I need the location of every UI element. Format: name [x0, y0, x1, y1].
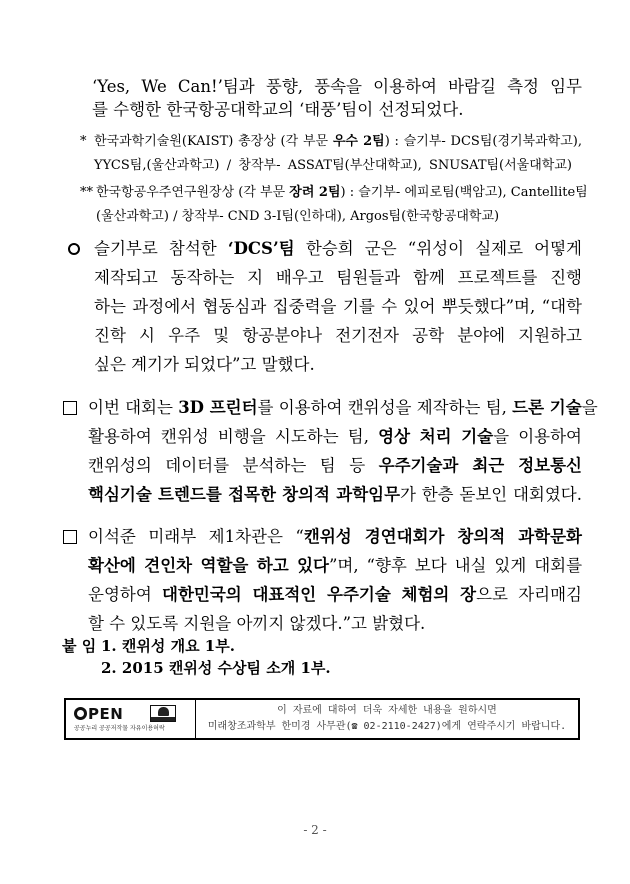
text-run: 한국항공우주연구원장상 (각 부문: [96, 185, 290, 200]
quote-line: [94, 354, 330, 376]
paragraph-line: [88, 555, 582, 577]
open-o-icon: [74, 707, 87, 720]
badge-person-icon: [158, 707, 169, 716]
text-run: 를 이용하여 캔위성을 제작하는 팀,: [257, 398, 513, 417]
quote-line: [94, 296, 582, 318]
circle-bullet-icon: [68, 243, 80, 255]
bold-run: 장려 2팀: [289, 185, 341, 200]
text-run: 으로 자리매김: [476, 585, 582, 604]
quote-line: [94, 238, 582, 260]
text-run: 한승희 군은 “위성이 실제로 어떻게: [294, 239, 582, 258]
text-run: 제작되고 동작하는 지 배우고 팀원들과 함께 프로젝트를 진행: [94, 268, 582, 287]
intro-line: [92, 99, 500, 121]
attachment-item: 2. 2015 캔위성 수상팀 소개 1부.: [101, 659, 331, 677]
paragraph-line: [88, 526, 582, 548]
bold-run: 3D 프린터: [178, 398, 258, 417]
kogl-logo: [66, 700, 196, 738]
bold-run: ‘DCS’팀: [227, 239, 295, 258]
text-run: 활용하여 캔위성 비행을 시도하는 팀,: [88, 427, 379, 446]
bold-run: 캔위성 경연대회가 창의적 과학문화: [303, 527, 582, 546]
attachment-item: 1. 캔위성 개요 1부.: [101, 637, 235, 655]
text-run: 을: [581, 398, 598, 417]
text-run: 가 한층 돋보인 대회였다.: [400, 485, 582, 504]
text-run: ) : 슬기부- 에피로팀(백암고), Cantellite팀: [340, 185, 588, 200]
square-bullet-icon: [63, 401, 77, 415]
note-line: [94, 157, 572, 175]
text-run: ) : 슬기부- DCS팀(경기북과학고),: [384, 134, 582, 149]
contact-info-box: [64, 698, 580, 740]
contact-line-1: 이 자료에 대하여 더욱 자세한 내용을 원하시면: [277, 705, 497, 716]
badge-bar: [151, 717, 175, 721]
intro-line: [92, 76, 582, 98]
text-run: 를 수행한 한국항공대학교의 ‘태풍’팀이 선정되었다.: [92, 100, 464, 119]
attachment-label: 붙 임: [62, 637, 97, 655]
bold-run: 우수 2팀: [332, 134, 385, 149]
open-logo-text: [74, 705, 123, 723]
bold-run: 대한민국의 대표적인 우주기술 체험의 장: [162, 585, 477, 604]
text-run: 캔위성의 데이터를 분석하는 팀 등: [88, 456, 379, 475]
text-run: 한국과학기술원(KAIST) 총장상 (각 부문: [94, 134, 333, 149]
license-badge-icon: [150, 705, 176, 722]
bold-run: 핵심기술 트렌드를 접목한 창의적 과학임무: [88, 485, 401, 504]
text-run: ‘Yes, We Can!’팀과 풍향, 풍속을 이용하여 바람길 측정 임무: [92, 77, 582, 96]
text-run: 할 수 있도록 지원을 아끼지 않겠다.”고 밝혔다.: [88, 614, 426, 633]
paragraph-line: [88, 484, 582, 506]
text-run: 을 이용하여: [493, 427, 582, 446]
paragraph-line: [88, 613, 448, 635]
bold-run: 드론 기술: [512, 398, 582, 417]
note-marker: **: [80, 185, 93, 200]
paragraph-line: [88, 426, 582, 448]
text-run: 진학 시 우주 및 항공분야나 전기전자 공학 분야에 지원하고: [94, 326, 582, 345]
bold-run: 확산에 견인차 역할을 하고 있다: [88, 556, 329, 575]
bold-run: 영상 처리 기술: [378, 427, 494, 446]
text-run: 이석준 미래부 제1차관은 “: [88, 527, 304, 546]
text-run: 이번 대회는: [88, 398, 179, 417]
text-run: 싶은 계기가 되었다”고 말했다.: [94, 355, 315, 374]
note-line: [94, 133, 582, 151]
quote-line: [94, 325, 582, 347]
paragraph-line: [88, 397, 598, 419]
note-marker: *: [80, 134, 87, 149]
open-logo-letters: PEN: [88, 705, 124, 723]
paragraph-line: [88, 584, 582, 606]
text-run: ”며, “향후 보다 내실 있게 대회를: [328, 556, 583, 575]
text-run: 운영하여: [88, 585, 163, 604]
contact-line-2: 미래창조과학부 한미경 사무관(☎ 02-2110-2427)에게 연락주시기 바랍니다.: [207, 721, 567, 732]
paragraph-line: [88, 455, 582, 477]
bold-run: 우주기술과 최근 정보통신: [378, 456, 582, 475]
text-run: YYCS팀,(울산과학고) / 창작부- ASSAT팀(부산대학교), SNUSAT팀(서울대학교): [94, 158, 572, 173]
logo-caption: 공공누리 공공저작물 자유이용허락: [74, 725, 165, 732]
note-line: [96, 184, 588, 202]
page-number: - 2 -: [303, 823, 327, 837]
note-line: [96, 208, 516, 226]
text-run: 하는 과정에서 협동심과 집중력을 기를 수 있어 뿌듯했다”며, “대학: [94, 297, 582, 316]
text-run: 슬기부로 참석한: [94, 239, 228, 258]
text-run: (울산과학고) / 창작부- CND 3-I팀(인하대), Argos팀(한국항공대학교): [96, 209, 500, 224]
square-bullet-icon: [63, 530, 77, 544]
quote-line: [94, 267, 582, 289]
